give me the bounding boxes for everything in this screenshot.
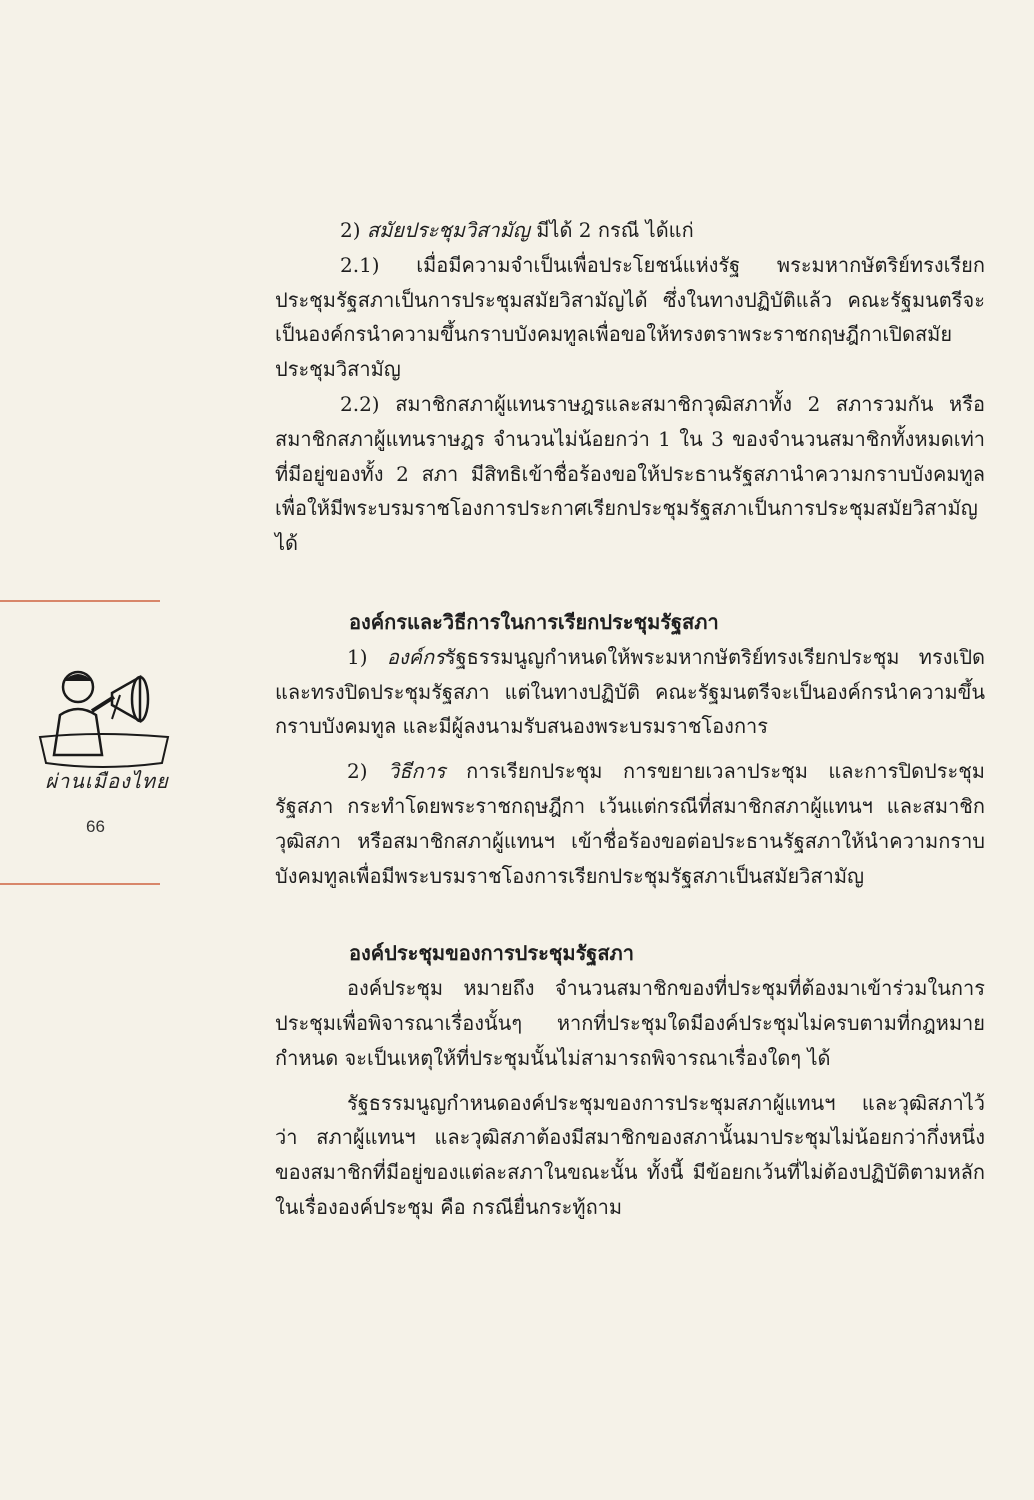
paragraph-quorum-2: รัฐธรรมนูญกำหนดองค์ประชุมของการประชุมสภาผู้แทนฯ และวุฒิสภาไว้ว่า สภาผู้แทนฯ และวุฒิสภาต้องมีสมาชิกของสภานั้นมาประชุมไม่น้อยกว่ากึ่งหนึ่งของสมาชิกที่มีอยู่ของแต่ละสภาในขณะนั้น ทั้งนี้ มีข้อยกเว้นที่ไม่ต้องปฏิบัติตามหลักในเรื่ององค์ประชุม คือ กรณียื่นกระทู้ถาม — [275, 1090, 985, 1219]
paragraph-organization-2 — [275, 754, 985, 893]
margin-rule-bottom — [0, 883, 160, 885]
item-number: 2) — [347, 759, 368, 784]
paragraph-2-2: 2.2) สมาชิกสภาผู้แทนราษฎรและสมาชิกวุฒิสภาทั้ง 2 สภารวมกัน หรือสมาชิกสภาผู้แทนราษฎร จำนวนไม่น้อยกว่า 1 ใน 3 ของจำนวนสมาชิกทั้งหมดเท่าที่มีอยู่ของทั้ง 2 สภา มีสิทธิเข้าชื่อร้องขอให้ประธานรัฐสภานำความกราบบังคมทูล เพื่อให้มีพระบรมราชโองการประกาศเรียกประชุมรัฐสภาเป็นการประชุมสมัยวิสามัญได้ — [275, 391, 985, 556]
margin-rule-top — [0, 600, 160, 602]
item-text: การเรียกประชุม การขยายเวลาประชุม และการปิดประชุมรัฐสภา กระทำโดยพระราชกฤษฎีกา เว้นแต่กรณีที่สมาชิกสภาผู้แทนฯ และสมาชิกวุฒิสภา หรือสมาชิกสภาผู้แทนฯ เข้าชื่อร้องขอต่อประธานรัฐสภาให้นำความกราบบังคมทูลเพื่อมีพระบรมราชโองการเรียกประชุมรัฐสภาเป็นสมัยวิสามัญ — [275, 759, 985, 888]
logo-caption: ผ่านเมืองไทย — [45, 769, 169, 793]
item-number: 2) — [340, 218, 361, 242]
paragraph-2-1: 2.1) เมื่อมีความจำเป็นเพื่อประโยชน์แห่งรัฐ พระมหากษัตริย์ทรงเรียกประชุมรัฐสภาเป็นการประชุมสมัยวิสามัญได้ ซึ่งในทางปฏิบัติแล้ว คณะรัฐมนตรีจะเป็นองค์กรนำความขึ้นกราบบังคมทูลเพื่อขอให้ทรงตราพระราชกฤษฎีกาเปิดสมัยประชุมวิสามัญ — [275, 252, 985, 382]
item-text: รัฐธรรมนูญกำหนดให้พระมหากษัตริย์ทรงเรียกประชุม ทรงเปิด และทรงปิดประชุมรัฐสภา แต่ในทางปฏิบัติ คณะรัฐมนตรีจะเป็นองค์กรนำความขึ้นกราบบังคมทูล และมีผู้ลงนามรับสนองพระบรมราชโองการ — [275, 644, 986, 739]
item-term: องค์กร — [386, 644, 445, 669]
item-term: วิธีการ — [388, 759, 446, 784]
page-number: 66 — [86, 817, 105, 836]
paragraph-quorum-1: องค์ประชุม หมายถึง จำนวนสมาชิกของที่ประชุมที่ต้องมาเข้าร่วมในการประชุมเพื่อพิจารณาเรื่องนั้นๆ หากที่ประชุมใดมีองค์ประชุมไม่ครบตามที่กฎหมายกำหนด จะเป็นเหตุให้ที่ประชุมนั้นไม่สามารถพิจารณาเรื่องใดๆ ได้ — [275, 976, 985, 1070]
paragraph-organization-1 — [275, 640, 985, 744]
section-heading-organization: องค์กรและวิธีการในการเรียกประชุมรัฐสภา — [349, 609, 719, 634]
body-text — [275, 213, 985, 1225]
section-2-lead — [275, 213, 985, 248]
item-number: 1) — [347, 644, 368, 669]
section-heading-quorum: องค์ประชุมของการประชุมรัฐสภา — [349, 941, 634, 966]
item-text: มีได้ 2 กรณี ได้แก่ — [536, 218, 694, 242]
item-term: สมัยประชุมวิสามัญ — [366, 218, 530, 242]
